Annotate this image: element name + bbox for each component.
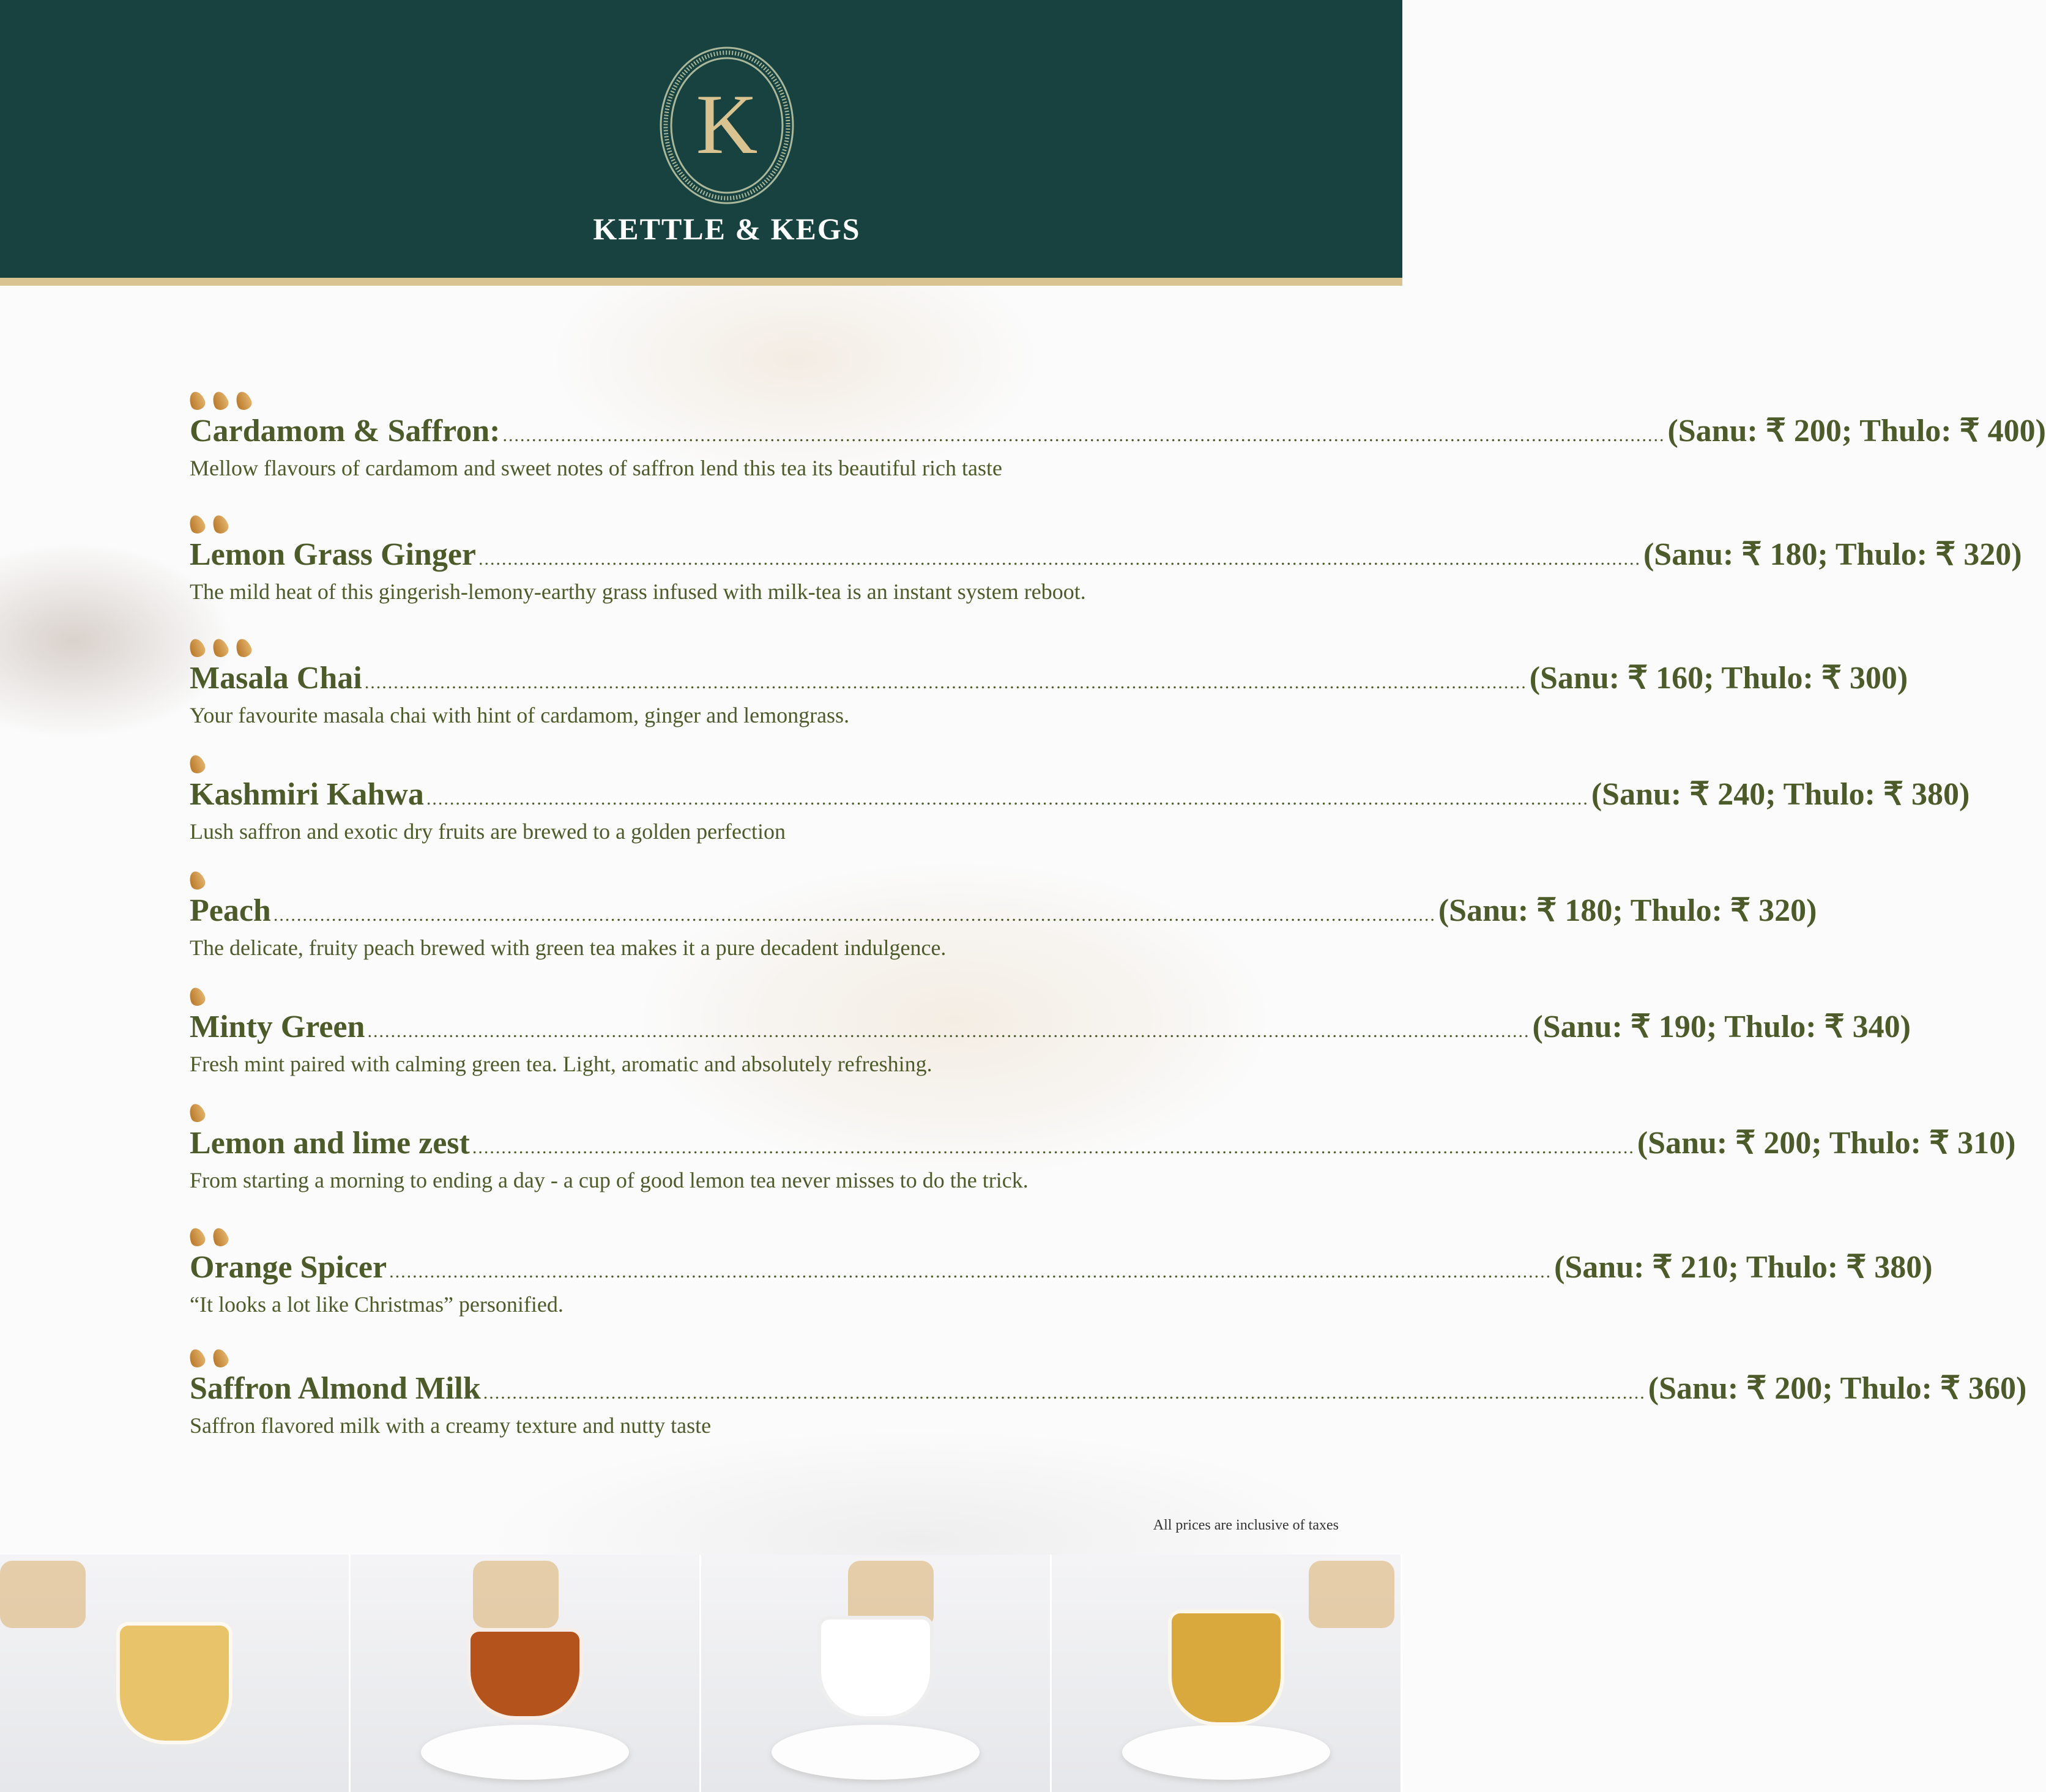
item-price: (Sanu: ₹ 180; Thulo: ₹ 320) <box>1438 893 1817 928</box>
strength-rating <box>190 1104 1340 1125</box>
item-price: (Sanu: ₹ 240; Thulo: ₹ 380) <box>1591 777 1970 812</box>
item-description: The mild heat of this gingerish-lemony-earthy grass infused with milk-tea is an instant system reboot. <box>190 579 1086 604</box>
item-price: (Sanu: ₹ 200; Thulo: ₹ 310) <box>1637 1126 2016 1161</box>
menu-item <box>190 392 2046 481</box>
strength-rating <box>190 755 1340 776</box>
tea-leaf-icon <box>210 1226 231 1248</box>
item-description: “It looks a lot like Christmas” personified. <box>190 1292 564 1317</box>
menu-item <box>190 1349 2027 1439</box>
tea-leaf-icon <box>210 390 231 412</box>
item-name: Lemon Grass Ginger <box>190 537 476 572</box>
tea-leaf-icon <box>187 1226 207 1248</box>
menu-item <box>190 1104 2016 1194</box>
item-name: Minty Green <box>190 1009 365 1044</box>
strength-rating <box>190 1349 1340 1370</box>
cookie-jar <box>1309 1561 1394 1628</box>
item-description: Fresh mint paired with calming green tea. Light, aromatic and absolutely refreshing. <box>190 1052 932 1076</box>
leader-dots: ........................................................................................................................................................................................................ <box>426 789 1589 809</box>
cookie-jar <box>473 1561 559 1628</box>
cookie-jar <box>0 1561 86 1628</box>
photo-lemon-tea <box>1052 1555 1402 1792</box>
tea-leaf-icon <box>187 986 207 1008</box>
tea-leaf-icon <box>187 869 207 891</box>
item-price: (Sanu: ₹ 200; Thulo: ₹ 360) <box>1648 1371 2027 1406</box>
item-description: Your favourite masala chai with hint of cardamom, ginger and lemongrass. <box>190 703 850 727</box>
item-price: (Sanu: ₹ 160; Thulo: ₹ 300) <box>1529 661 1908 696</box>
photo-masala-chai <box>701 1555 1052 1792</box>
leader-dots: ........................................................................................................................................................................................................ <box>389 1262 1552 1282</box>
leader-dots: ........................................................................................................................................................................................................ <box>472 1137 1635 1158</box>
item-description: Lush saffron and exotic dry fruits are brewed to a golden perfection <box>190 819 786 844</box>
item-description: Mellow flavours of cardamom and sweet notes of saffron lend this tea its beautiful rich taste <box>190 456 1002 480</box>
menu-item <box>190 987 1911 1077</box>
item-name: Saffron Almond Milk <box>190 1371 481 1406</box>
item-description: The delicate, fruity peach brewed with green tea makes it a pure decadent indulgence. <box>190 935 947 960</box>
item-name: Peach <box>190 893 271 928</box>
gold-divider <box>0 278 1402 286</box>
item-description: From starting a morning to ending a day - a cup of good lemon tea never misses to do the trick. <box>190 1168 1029 1192</box>
strength-rating <box>190 639 1340 660</box>
saucer <box>421 1725 629 1780</box>
tea-leaf-icon <box>187 753 207 775</box>
tea-leaf-icon <box>187 390 207 412</box>
tea-leaf-icon <box>210 1347 231 1369</box>
item-price: (Sanu: ₹ 190; Thulo: ₹ 340) <box>1532 1009 1911 1044</box>
menu-item <box>190 755 1970 845</box>
saucer <box>1122 1725 1330 1780</box>
tax-note: All prices are inclusive of taxes <box>1153 1517 1339 1533</box>
strength-rating <box>190 392 1340 412</box>
menu-item <box>190 871 1817 961</box>
tea-leaf-icon <box>234 637 254 659</box>
leader-dots: ........................................................................................................................................................................................................ <box>502 425 1665 445</box>
strength-rating <box>190 871 1340 892</box>
glass-mug-icon <box>1168 1610 1284 1726</box>
item-name: Masala Chai <box>190 661 362 696</box>
tea-leaf-icon <box>210 637 231 659</box>
menu-item <box>190 515 2022 605</box>
svg-text:K: K <box>696 77 758 172</box>
leader-dots: ........................................................................................................................................................................................................ <box>273 905 1436 925</box>
leader-dots: ........................................................................................................................................................................................................ <box>364 672 1527 693</box>
item-name: Kashmiri Kahwa <box>190 777 424 812</box>
item-price: (Sanu: ₹ 210; Thulo: ₹ 380) <box>1554 1250 1933 1285</box>
menu-item <box>190 1228 1933 1318</box>
tea-leaf-icon <box>187 637 207 659</box>
tea-leaf-icon <box>210 513 231 535</box>
item-description: Saffron flavored milk with a creamy texture and nutty taste <box>190 1413 712 1438</box>
tea-leaf-icon <box>187 1102 207 1124</box>
menu-item <box>190 639 1908 729</box>
glass-icon <box>116 1622 232 1744</box>
photo-saffron-milk <box>0 1555 351 1792</box>
teacup-icon <box>467 1628 583 1720</box>
mug-icon <box>817 1616 934 1720</box>
strength-rating <box>190 515 1340 536</box>
item-name: Orange Spicer <box>190 1250 387 1285</box>
header-band <box>0 0 1402 278</box>
tea-leaf-icon <box>234 390 254 412</box>
photo-black-tea <box>351 1555 701 1792</box>
item-price: (Sanu: ₹ 180; Thulo: ₹ 320) <box>1643 537 2022 572</box>
brand-logo-emblem <box>658 45 795 206</box>
item-name: Lemon and lime zest <box>190 1126 470 1161</box>
saucer <box>772 1725 980 1780</box>
leader-dots: ........................................................................................................................................................................................................ <box>483 1383 1646 1403</box>
item-name: Cardamom & Saffron: <box>190 414 500 448</box>
tea-leaf-icon <box>187 513 207 535</box>
leader-dots: ........................................................................................................................................................................................................ <box>478 549 1641 569</box>
leader-dots: ........................................................................................................................................................................................................ <box>367 1021 1530 1041</box>
strength-rating <box>190 987 1340 1008</box>
item-price: (Sanu: ₹ 200; Thulo: ₹ 400) <box>1667 414 2046 448</box>
tea-leaf-icon <box>187 1347 207 1369</box>
brand-name: KETTLE & KEGS <box>593 212 861 246</box>
strength-rating <box>190 1228 1340 1249</box>
photo-strip <box>0 1555 1402 1792</box>
